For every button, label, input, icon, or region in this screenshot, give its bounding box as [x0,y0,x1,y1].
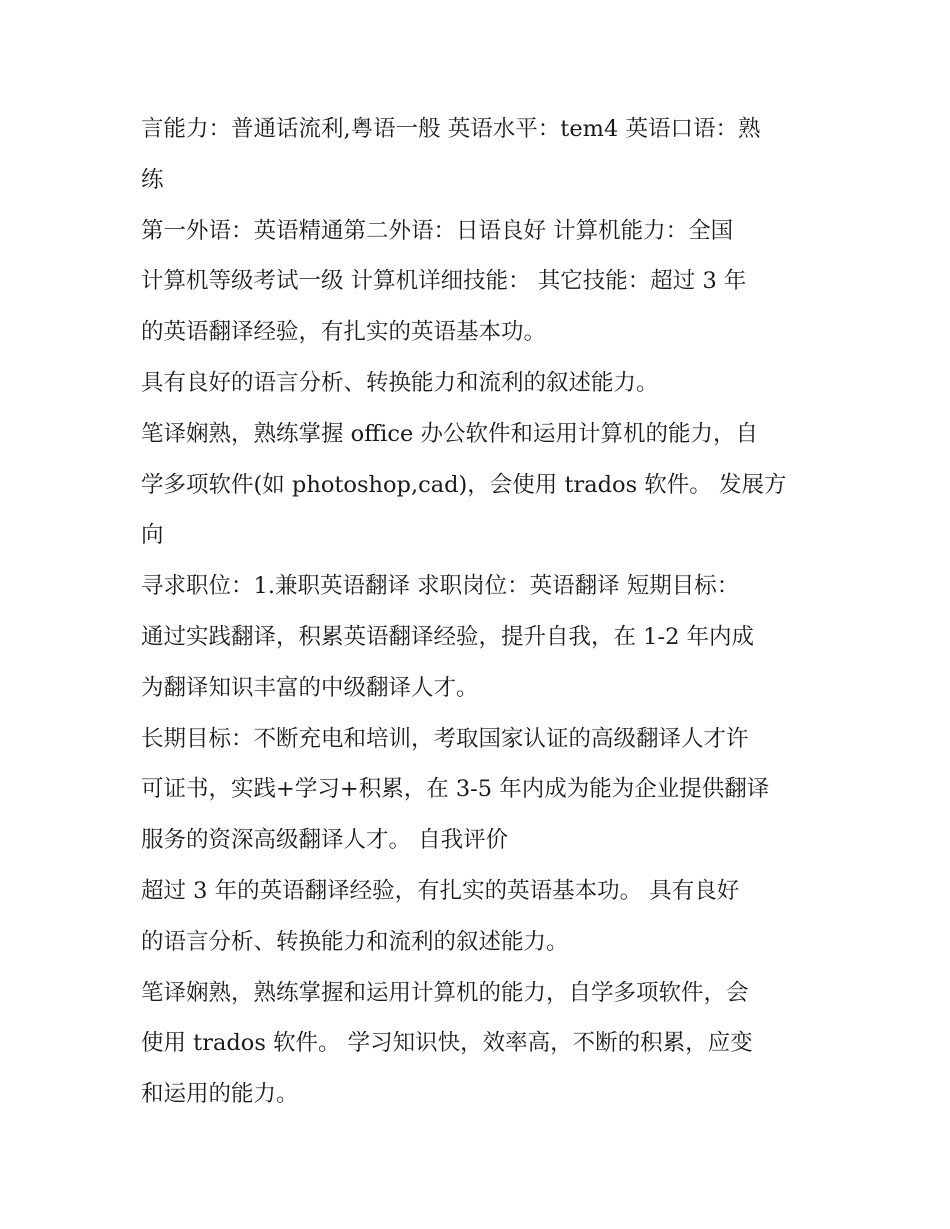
text-line: 长期目标：不断充电和培训，考取国家认证的高级翻译人才许 [141,725,749,752]
text-line: 的英语翻译经验，有扎实的英语基本功。 [141,319,547,346]
text-line: 笔译娴熟，熟练掌握和运用计算机的能力，自学多项软件，会 [141,979,749,1006]
text-line: 超过 3 年的英语翻译经验，有扎实的英语基本功。 具有良好 [141,877,740,904]
text-line: 练 [141,166,164,193]
text-line: 的语言分析、转换能力和流利的叙述能力。 [141,928,569,955]
text-line: 言能力：普通话流利,粤语一般 英语水平：tem4 英语口语：熟 [141,116,761,142]
text-line: 向 [141,522,164,549]
text-line: 笔译娴熟，熟练掌握 office 办公软件和运用计算机的能力，自 [141,420,758,447]
document-body [141,104,821,1120]
text-line: 寻求职位：1.兼职英语翻译 求职岗位：英语翻译 短期目标： [141,573,740,600]
text-line: 为翻译知识丰富的中级翻译人才。 [141,674,479,701]
text-line: 使用 trados 软件。 学习知识快，效率高，不断的积累，应变 [141,1030,753,1057]
text-line: 具有良好的语言分析、转换能力和流利的叙述能力。 [141,369,659,396]
text-line: 服务的资深高级翻译人才。 自我评价 [141,827,509,854]
text-line: 第一外语：英语精通第二外语：日语良好 计算机能力：全国 [141,217,734,244]
text-line: 可证书，实践+学习+积累，在 3-5 年内成为能为企业提供翻译 [141,776,770,803]
text-line: 计算机等级考试一级 计算机详细技能： 其它技能：超过 3 年 [141,268,747,295]
text-line: 学多项软件(如 photoshop,cad)，会使用 trados 软件。 发展方 [141,471,787,498]
text-line: 和运用的能力。 [141,1081,299,1108]
text-line: 通过实践翻译，积累英语翻译经验，提升自我，在 1-2 年内成 [141,623,755,650]
